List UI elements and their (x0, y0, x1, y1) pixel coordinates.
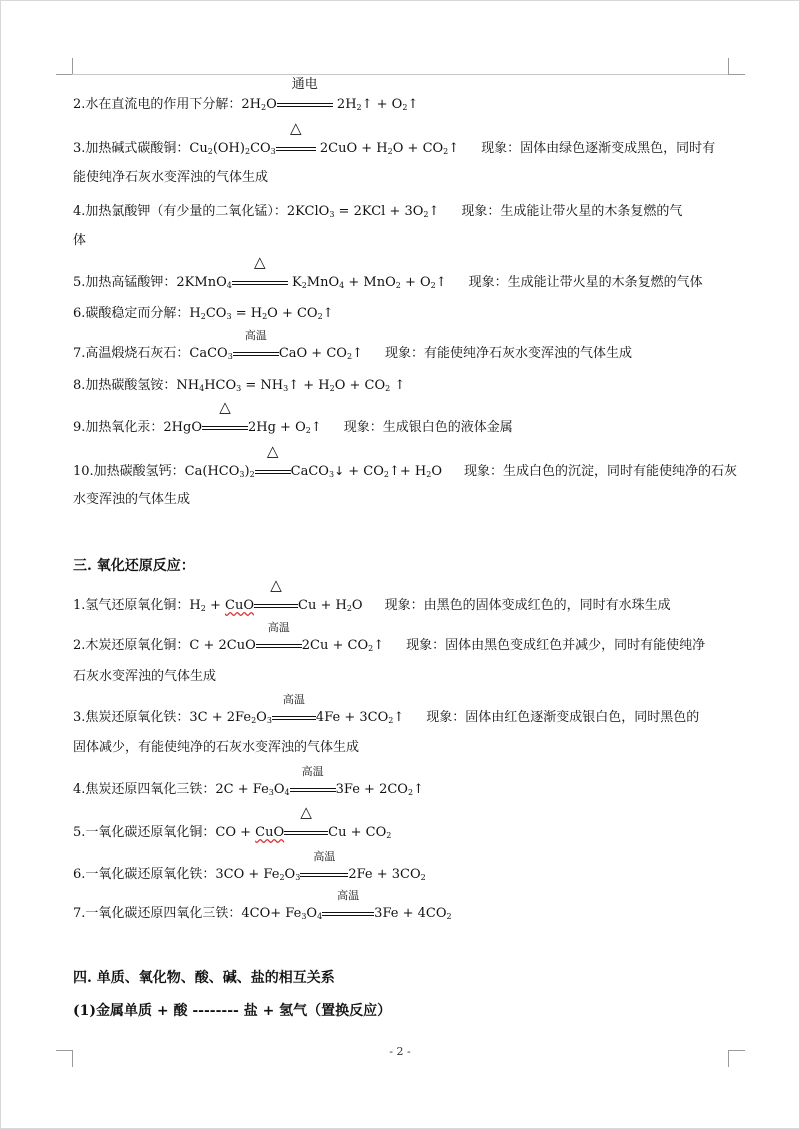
redox-line-2: 2.木炭还原氧化铜：C + 2CuO 高温 $2Cu + CO_2↑$ 现象：固体由黑色变成红色并减少，同时有能使纯净 (73, 621, 706, 653)
redox-line-3: 3.焦炭还原氧化铁：$3C + 2Fe_2O_3$ 高温 $4Fe + 3CO_2↑$ 现象：固体由红色逐渐变成银白色，同时黑色的 (73, 693, 700, 725)
section-4-title: 四. 单质、氧化物、酸、碱、盐的相互关系 (73, 970, 335, 986)
redox-line-6: 6.一氧化碳还原氧化铁：$3CO + Fe_2O_3$ 高温 $2Fe + 3CO_2$ (73, 850, 426, 882)
condition-heat: △ (276, 140, 316, 158)
corner-mark-top-left (56, 58, 73, 75)
equation-line-4-cont: 体 (73, 233, 87, 248)
redox-line-5: 5.一氧化碳还原氧化铜：CO + CuO △ $Cu + CO_2$ (73, 803, 392, 840)
redox-line-4: 4.焦炭还原四氧化三铁：$2C + Fe_3O_4$ 高温 $3Fe + 2CO_2↑$ (73, 765, 424, 797)
condition-high-temp: 高温 (322, 905, 374, 923)
condition-heat: △ (284, 824, 328, 842)
section-4-subtitle: (1)金属单质 + 酸 -------- 盐 + 氢气（置换反应） (73, 1003, 392, 1019)
equation-line-9: 9.加热氧化汞：2HgO △ $2Hg + O_2↑$ 现象：生成银白色的液体金属 (73, 398, 513, 435)
condition-high-temp: 高温 (300, 866, 348, 884)
equation-line-6: 6.碳酸稳定而分解：$H_2CO_3 = H_2O$ + $CO_2↑$ (73, 306, 334, 321)
equation-line-4: 4.加热氯酸钾（有少量的二氧化锰）：2KClO$_3$ = $2KCl + 3O_2↑$ 现象：生成能让带火星的木条复燃的气 (73, 204, 683, 219)
condition-high-temp: 高温 (233, 345, 279, 363)
redox-line-1: 1.氢气还原氧化铜：$H_2$ + CuO △ $Cu + H_2O$ 现象：由黑色的固体变成红色的，同时有水珠生成 (73, 576, 671, 613)
condition-heat: △ (202, 419, 248, 437)
redox-line-7: 7.一氧化碳还原四氧化三铁：$4CO+ Fe_3O_4$ 高温 $3Fe + 4CO_2$ (73, 889, 452, 921)
condition-high-temp: 高温 (272, 709, 316, 727)
equation-line-7: 7.高温煅烧石灰石：CaCO$_3$ 高温 CaO + $CO_2↑$ 现象：有能使纯净石灰水变浑浊的气体生成 (73, 329, 632, 361)
redox-line-3-cont: 固体减少，有能使纯净的石灰水变浑浊的气体生成 (73, 740, 360, 755)
corner-mark-top-right (728, 58, 745, 75)
redox-line-2-cont: 石灰水变浑浊的气体生成 (73, 669, 217, 684)
condition-heat: △ (254, 597, 298, 615)
equation-line-2: 2.水在直流电的作用下分解：$2H_2O$ 通电 $2H_2↑$ + $O_2↑$ (73, 77, 419, 112)
equation-line-8: 8.加热碳酸氢铵：$NH_4HCO_3$ = $NH_3↑ + H_2O + CO_2$ ↑ (73, 378, 406, 393)
condition-heat: △ (232, 274, 288, 292)
equation-line-3-cont: 能使纯净石灰水变浑浊的气体生成 (73, 170, 269, 185)
page-number: - 2 - (389, 1045, 411, 1058)
header-rule (72, 74, 728, 75)
equation-line-3: 3.加热碱式碳酸铜：$Cu_2(OH)_2CO_3$ △ $2CuO + H_2O$ + $CO_2↑$ 现象：固体由绿色逐渐变成黑色，同时有 (73, 119, 716, 156)
condition-high-temp: 高温 (256, 637, 302, 655)
equation-line-10: 10.加热碳酸氢钙：$Ca(HCO_3)_2$ △ CaCO$_3$↓ + $CO_2↑+ H_2O$ 现象：生成白色的沉淀，同时有能使纯净的石灰 (73, 442, 738, 479)
condition-heat: △ (255, 463, 291, 481)
equation-line-5: 5.加热高锰酸钾：2KMnO$_4$ △ $K_2MnO_4 + MnO_2$ + $O_2↑$ 现象：生成能让带火星的木条复燃的气体 (73, 253, 703, 290)
equation-line-10-cont: 水变浑浊的气体生成 (73, 492, 191, 507)
condition-high-temp: 高温 (290, 781, 336, 799)
section-3-title: 三. 氧化还原反应： (73, 558, 195, 574)
condition-electrify: 通电 (277, 96, 333, 114)
